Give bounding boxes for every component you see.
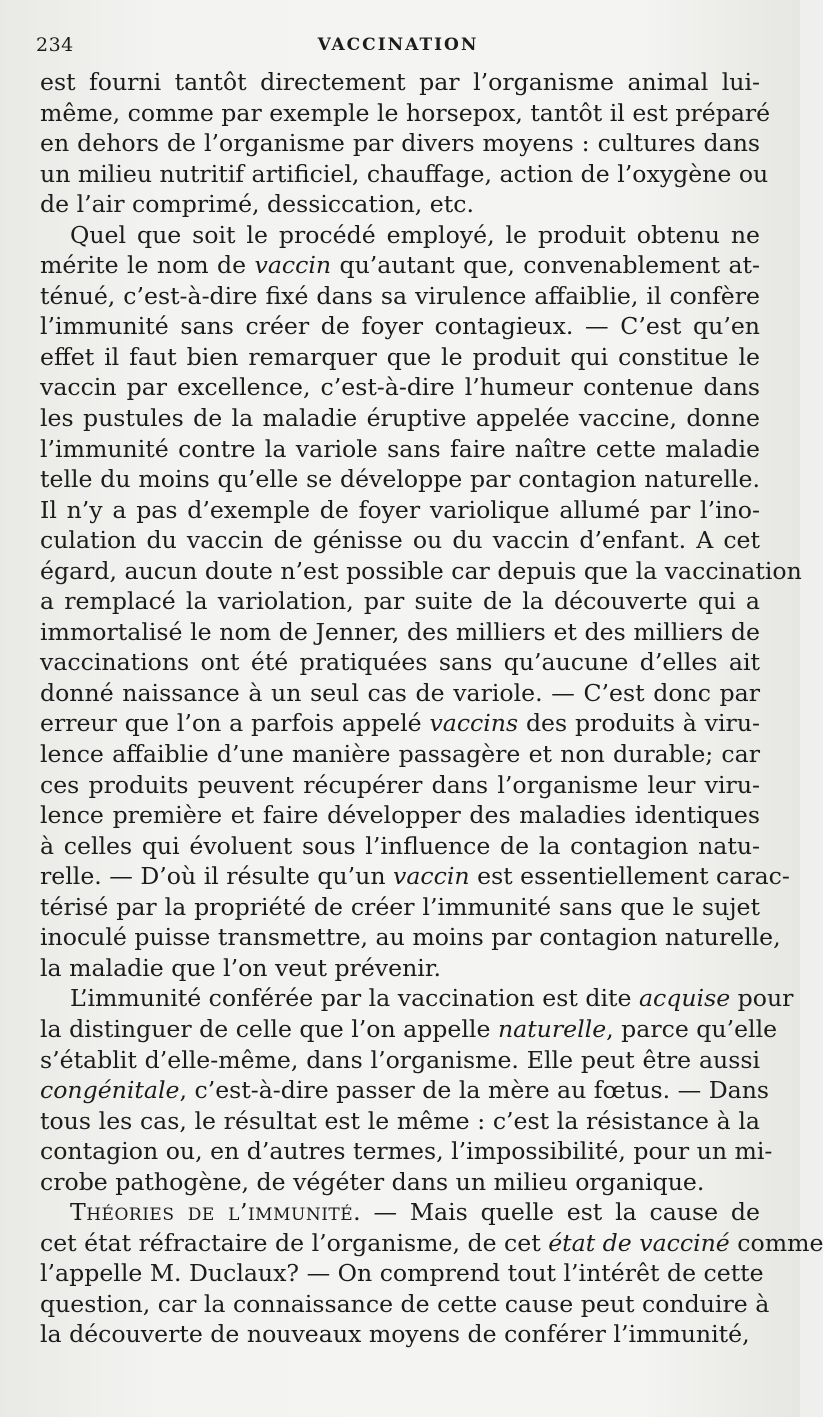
text-line <box>40 1197 760 1228</box>
text-line <box>40 250 760 281</box>
text-run: à celles qui évoluent sous l’influence de la contagion natu- <box>40 831 760 860</box>
text-run: Quel que soit le procédé employé, le produit obtenu ne <box>70 220 760 249</box>
text-run: erreur que l’on a parfois appelé <box>40 709 430 738</box>
text-run: question, car la connaissance de cette cause peut conduire à <box>40 1289 770 1318</box>
text-run: telle du moins qu’elle se développe par contagion naturelle. <box>40 465 760 494</box>
text-line <box>40 1319 760 1350</box>
text-line <box>40 892 760 923</box>
text-run: la distinguer de celle que l’on appelle <box>40 1014 498 1043</box>
text-line <box>40 281 760 312</box>
text-line <box>40 525 760 556</box>
text-run: térisé par la propriété de créer l’immunité sans que le sujet <box>40 892 760 921</box>
text-run: , c’est-à-dire passer de la mère au fœtus. — Dans <box>179 1076 770 1105</box>
text-line <box>40 434 760 465</box>
text-run: un milieu nutritif artificiel, chauffage, action de l’oxygène ou <box>40 159 769 188</box>
text-run: cet état réfractaire de l’organisme, de cet <box>40 1228 549 1257</box>
text-line <box>40 586 760 617</box>
text-line <box>40 342 760 373</box>
text-line <box>40 739 760 770</box>
text-line <box>40 372 760 403</box>
text-line <box>40 464 760 495</box>
text-run: est fourni tantôt directement par l’organisme animal lui- <box>40 68 760 96</box>
text-line <box>40 1258 764 1289</box>
italic-term: congénitale <box>40 1076 180 1105</box>
text-run: a remplacé la variolation, par suite de la découverte qui a <box>40 587 760 616</box>
text-run: contagion ou, en d’autres termes, l’impossibilité, pour un mi- <box>40 1137 773 1166</box>
text-run: mérite le nom de <box>40 251 255 280</box>
running-head: VACCINATION <box>317 35 479 55</box>
text-run: ténué, c’est-à-dire fixé dans sa virulence affaiblie, il confère <box>40 281 760 310</box>
text-run: ces produits peuvent récupérer dans l’organisme leur viru- <box>40 770 760 799</box>
text-line <box>40 983 794 1014</box>
text-line <box>40 1014 778 1045</box>
text-line <box>40 1228 823 1259</box>
text-run: relle. — D’où il résulte qu’un <box>40 862 394 891</box>
text-line <box>40 311 760 342</box>
text-line <box>40 922 781 953</box>
text-run: culation du vaccin de génisse ou du vaccin d’enfant. A cet <box>40 526 760 555</box>
text-run: s’établit d’elle-même, dans l’organisme. Elle peut être aussi <box>40 1045 760 1074</box>
text-line <box>40 1167 760 1198</box>
text-run: de l’air comprimé, dessiccation, etc. <box>40 190 474 219</box>
text-run: la découverte de nouveaux moyens de conférer l’immunité, <box>40 1320 750 1349</box>
text-run: l’appelle M. Duclaux? — On comprend tout l’intérêt de cette <box>40 1259 764 1288</box>
italic-term: acquise <box>638 984 731 1013</box>
text-run: . — Mais quelle est la cause de <box>353 1198 760 1227</box>
text-line <box>40 953 760 984</box>
italic-term: état de vacciné <box>548 1228 730 1257</box>
text-line <box>40 128 760 159</box>
text-line <box>40 861 790 892</box>
text-run: en dehors de l’organisme par divers moyens : cultures dans <box>40 129 760 158</box>
text-line <box>40 647 760 678</box>
text-run: , parce qu’elle <box>606 1014 778 1043</box>
text-run: l’immunité sans créer de foyer contagieux. — C’est qu’en <box>40 312 760 341</box>
text-line <box>40 831 760 862</box>
text-run: comme <box>729 1228 823 1257</box>
text-line <box>40 1075 770 1106</box>
text-run: tous les cas, le résultat est le même : c’est la résistance à la <box>40 1106 760 1135</box>
body-text <box>40 67 823 1350</box>
text-line <box>40 617 760 648</box>
text-line <box>40 67 760 98</box>
text-run: vaccinations ont été pratiquées sans qu’aucune d’elles ait <box>40 648 760 677</box>
italic-term: naturelle <box>497 1014 607 1043</box>
text-run: immortalisé le nom de Jenner, des milliers et des milliers de <box>40 617 760 646</box>
text-run: lence première et faire développer des maladies identiques <box>40 801 760 830</box>
page-number: 234 <box>36 34 74 56</box>
text-line <box>40 678 760 709</box>
italic-term: vaccins <box>429 709 519 738</box>
text-run: donné naissance à un seul cas de variole. — C’est donc par <box>40 678 760 707</box>
text-line <box>40 800 760 831</box>
text-run: égard, aucun doute n’est possible car depuis que la vaccination <box>40 556 802 585</box>
text-line <box>40 159 769 190</box>
text-run: des produits à viru- <box>518 709 760 738</box>
text-run: les pustules de la maladie éruptive appelée vaccine, donne <box>40 404 760 433</box>
text-line <box>40 495 760 526</box>
text-line <box>40 1045 760 1076</box>
text-run: même, comme par exemple le horsepox, tantôt il est préparé <box>40 98 771 127</box>
italic-term: vaccin <box>254 251 332 280</box>
text-run: qu’autant que, convenablement at- <box>331 251 761 280</box>
italic-term: vaccin <box>393 862 470 891</box>
text-line <box>40 1106 760 1137</box>
text-line <box>40 189 760 220</box>
text-run: inoculé puisse transmettre, au moins par contagion naturelle, <box>40 923 781 952</box>
text-line <box>40 98 771 129</box>
text-line <box>40 556 802 587</box>
text-line <box>40 220 760 251</box>
text-line <box>40 1289 770 1320</box>
text-run: pour <box>730 984 794 1013</box>
section-heading: Théories de l’immunité <box>70 1198 354 1227</box>
text-run: crobe pathogène, de végéter dans un milieu organique. <box>40 1167 705 1196</box>
text-line <box>40 403 760 434</box>
page-header <box>36 34 760 60</box>
text-line <box>40 1136 773 1167</box>
text-run: est essentiellement carac- <box>469 862 790 891</box>
text-run: effet il faut bien remarquer que le produit qui constitue le <box>40 342 760 371</box>
text-line <box>40 708 760 739</box>
text-run: lence affaiblie d’une manière passagère et non durable; car <box>40 740 760 769</box>
text-run: vaccin par excellence, c’est-à-dire l’humeur contenue dans <box>40 373 760 402</box>
text-run: l’immunité contre la variole sans faire naître cette maladie <box>40 434 760 463</box>
text-run: Il n’y a pas d’exemple de foyer variolique allumé par l’ino- <box>40 495 760 524</box>
text-line <box>40 770 760 801</box>
text-run: la maladie que l’on veut prévenir. <box>40 953 442 982</box>
text-run: L’immunité conférée par la vaccination est dite <box>70 984 639 1013</box>
